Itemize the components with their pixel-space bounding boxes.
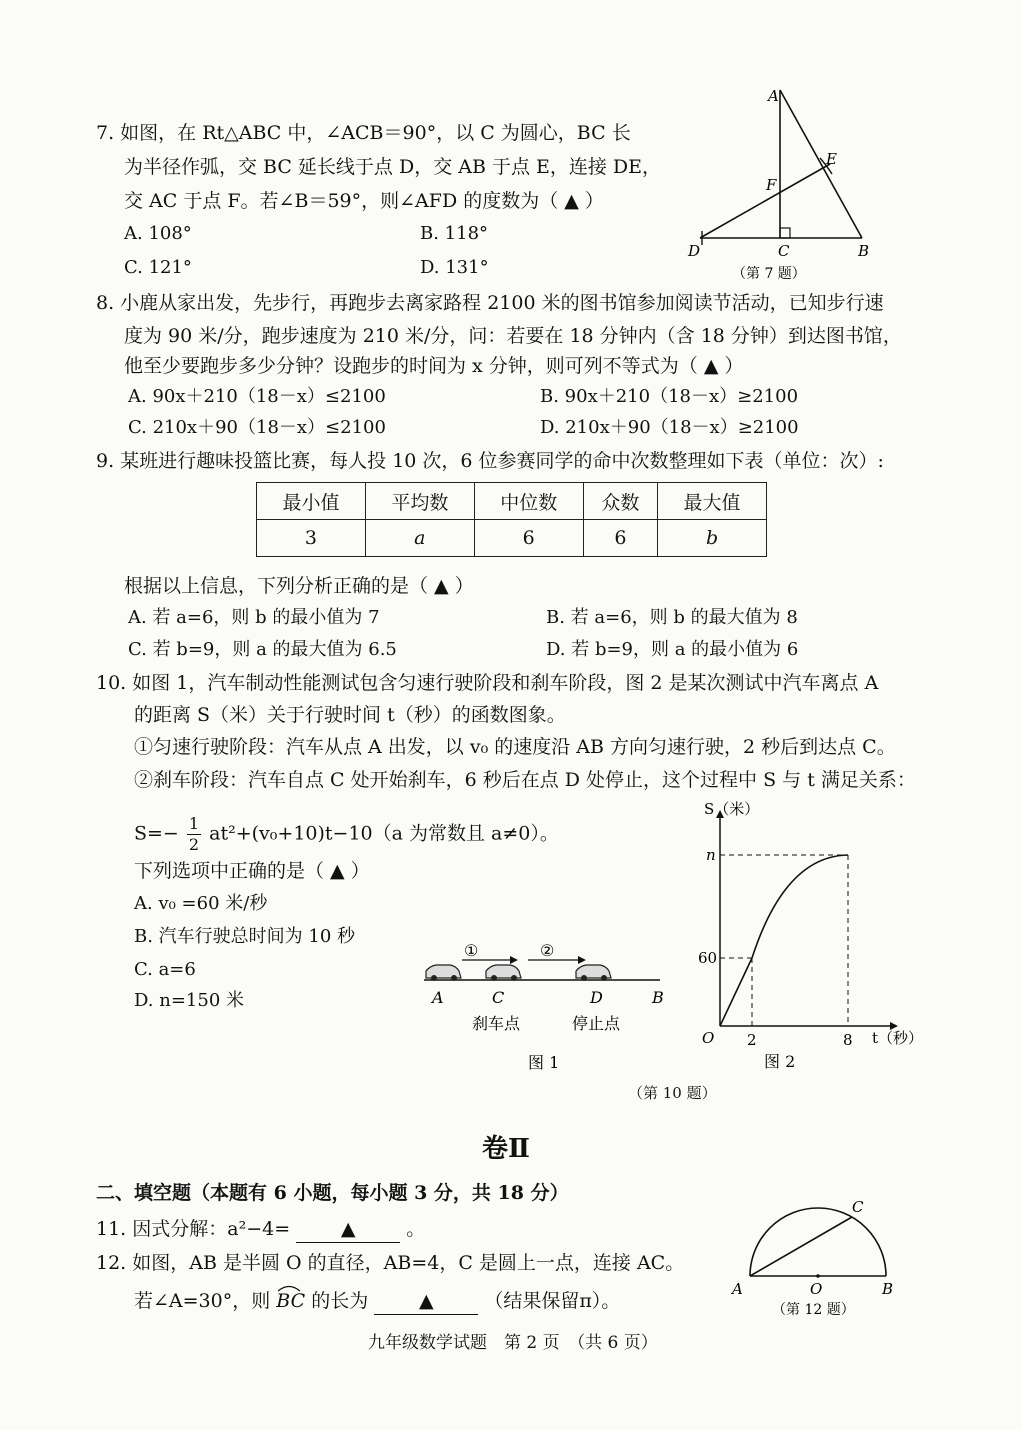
q12-text-mid: 的长为 <box>311 1290 369 1312</box>
q7-option-d: D. 131° <box>420 257 489 278</box>
stage-mark-2: ② <box>540 941 555 960</box>
q7-label-B: B <box>858 242 870 260</box>
q12-label-C: C <box>852 1198 864 1216</box>
q9-option-b: B. 若 a=6，则 b 的最大值为 8 <box>546 607 798 628</box>
q7-line-3: 交 AC 于点 F。若∠B＝59°，则∠AFD 的度数为（ ▲ ） <box>124 190 604 212</box>
q8-line-2: 度为 90 米/分，跑步速度为 210 米/分，问：若要在 18 分钟内（含 18 分钟）到达图书馆， <box>124 325 902 347</box>
table-cell: 3 <box>257 520 366 557</box>
arc-letters: BC <box>276 1290 306 1312</box>
q11-text: 11. 因式分解：a²−4= <box>96 1218 291 1240</box>
q7-line-2: 为半径作弧，交 BC 延长线于点 D，交 AB 于点 E，连接 DE， <box>124 156 662 178</box>
q12-label-B: B <box>882 1280 894 1298</box>
q7-label-C: C <box>778 242 790 260</box>
table-header-cell: 最大值 <box>658 483 767 520</box>
q10-question: 下列选项中正确的是（ ▲ ） <box>134 860 370 882</box>
q9-question: 根据以上信息，下列分析正确的是（ ▲ ） <box>124 575 474 597</box>
formula-fraction <box>187 814 201 855</box>
q12-text-post: （结果保留π）。 <box>484 1290 621 1312</box>
table-header-row <box>257 483 767 520</box>
fraction-denominator: 2 <box>188 835 200 854</box>
q7-label-A: A <box>768 87 779 105</box>
q10-line-1: 10. 如图 1，汽车制动性能测试包含匀速行驶阶段和刹车阶段，图 2 是某次测试中汽车离点 A <box>96 672 879 694</box>
y-tick-n: n <box>706 846 716 864</box>
fraction-numerator: 1 <box>188 814 200 833</box>
q7-line-1: 7. 如图，在 Rt△ABC 中，∠ACB＝90°，以 C 为圆心，BC 长 <box>96 122 631 144</box>
table-cell: b <box>658 520 767 557</box>
x-tick-8: 8 <box>843 1031 853 1049</box>
section-title: 卷Ⅱ <box>482 1134 530 1164</box>
q12-figure-caption: （第 12 题） <box>772 1302 855 1318</box>
q10-option-c: C. a=6 <box>134 959 196 980</box>
table-row <box>257 520 767 557</box>
car-icon <box>576 965 611 981</box>
figure-1-caption: 图 1 <box>528 1053 560 1072</box>
y-axis-label: S（米） <box>704 800 760 818</box>
x-axis-label: t（秒） <box>872 1029 924 1047</box>
q7-label-E: E <box>826 150 837 168</box>
q7-figure <box>680 84 880 284</box>
q10-line-4: ②刹车阶段：汽车自点 C 处开始刹车，6 秒后在点 D 处停止，这个过程中 S 与 t 满足关系： <box>134 769 916 791</box>
q8-option-a: A. 90x＋210（18－x）≤2100 <box>128 386 386 407</box>
section-heading: 二、填空题（本题有 6 小题，每小题 3 分，共 18 分） <box>96 1182 569 1204</box>
q9-option-c: C. 若 b=9，则 a 的最大值为 6.5 <box>128 639 397 660</box>
q7-option-b: B. 118° <box>420 223 489 244</box>
note-brake-point: 刹车点 <box>472 1014 521 1033</box>
q10-caption: （第 10 题） <box>628 1084 717 1102</box>
q11-line <box>96 1216 425 1243</box>
point-B: B <box>652 988 664 1007</box>
q12-answer-blank: ▲ <box>374 1288 478 1315</box>
q8-line-1: 8. 小鹿从家出发，先步行，再跑步去离家路程 2100 米的图书馆参加阅读节活动，已知步行速 <box>96 292 884 314</box>
q10-figure-2 <box>690 796 940 1081</box>
point-A: A <box>432 988 444 1007</box>
q12-line-2 <box>134 1288 620 1315</box>
car-icon <box>426 965 461 981</box>
table-header-cell: 中位数 <box>474 483 583 520</box>
q8-option-d: D. 210x＋90（18－x）≥2100 <box>540 417 799 438</box>
q12-line-1: 12. 如图，AB 是半圆 O 的直径，AB=4，C 是圆上一点，连接 AC。 <box>96 1252 685 1274</box>
arc-symbol-icon <box>276 1284 302 1292</box>
q8-line-3: 他至少要跑步多少分钟？设跑步的时间为 x 分钟，则可列不等式为（ ▲ ） <box>124 355 744 377</box>
q9-intro: 9. 某班进行趣味投篮比赛，每人投 10 次，6 位参赛同学的命中次数整理如下表（单位：次）: <box>96 450 884 472</box>
formula-lead: S=− <box>134 822 179 845</box>
q9-option-d: D. 若 b=9，则 a 的最小值为 6 <box>546 639 799 660</box>
y-tick-60: 60 <box>698 949 718 967</box>
q7-option-c: C. 121° <box>124 257 192 278</box>
note-stop-point: 停止点 <box>572 1014 621 1033</box>
origin-label: O <box>702 1029 715 1047</box>
figure-2-caption: 图 2 <box>764 1052 796 1071</box>
stage-mark-1: ① <box>464 941 479 960</box>
q9-stats-table <box>256 482 767 557</box>
q12-arc-label <box>276 1288 305 1314</box>
q10-line-2: 的距离 S（米）关于行驶时间 t（秒）的函数图象。 <box>134 704 566 726</box>
q10-option-d: D. n=150 米 <box>134 990 244 1011</box>
point-C: C <box>492 988 505 1007</box>
q10-formula <box>134 814 559 855</box>
q7-label-F: F <box>766 176 777 194</box>
q9-option-a: A. 若 a=6，则 b 的最小值为 7 <box>128 607 380 628</box>
q12-figure <box>726 1196 906 1326</box>
q7-label-D: D <box>688 242 701 260</box>
table-header-cell: 众数 <box>583 483 657 520</box>
table-cell: a <box>365 520 474 557</box>
q8-option-c: C. 210x＋90（18－x）≤2100 <box>128 417 386 438</box>
q12-text-pre: 若∠A=30°，则 <box>134 1290 271 1312</box>
table-header-cell: 平均数 <box>365 483 474 520</box>
q10-figure-1 <box>410 930 680 1075</box>
q12-label-A: A <box>732 1280 743 1298</box>
q10-option-b: B. 汽车行驶总时间为 10 秒 <box>134 926 356 947</box>
q12-label-O: O <box>810 1280 823 1298</box>
q10-line-3: ①匀速行驶阶段：汽车从点 A 出发，以 v₀ 的速度沿 AB 方向匀速行驶，2 秒后到达点 C。 <box>134 736 896 758</box>
table-header-cell: 最小值 <box>257 483 366 520</box>
x-tick-2: 2 <box>747 1031 757 1049</box>
table-cell: 6 <box>474 520 583 557</box>
table-cell: 6 <box>583 520 657 557</box>
q11-answer-blank: ▲ <box>296 1216 400 1243</box>
car-icon <box>486 965 521 981</box>
q11-text-end: 。 <box>406 1218 426 1240</box>
q7-option-a: A. 108° <box>124 223 192 244</box>
q8-option-b: B. 90x＋210（18－x）≥2100 <box>540 386 799 407</box>
page-footer: 九年级数学试题 第 2 页 （共 6 页） <box>368 1333 658 1353</box>
formula-rest: at²+(v₀+10)t−10（a 为常数且 a≠0）。 <box>209 822 559 845</box>
q7-figure-caption: （第 7 题） <box>732 266 806 282</box>
point-D: D <box>590 988 603 1007</box>
q10-option-a: A. v₀ =60 米/秒 <box>134 893 268 914</box>
